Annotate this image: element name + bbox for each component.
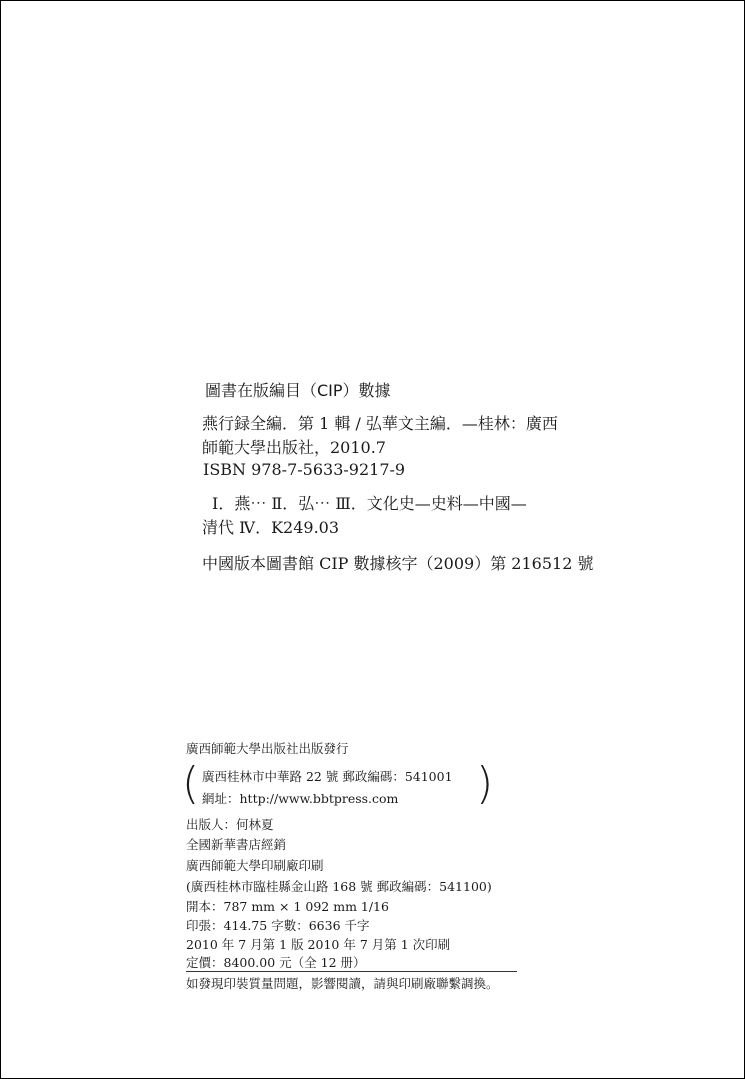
- cip-isbn: ISBN 978-7-5633-9217-9: [203, 460, 406, 479]
- printer-address-line: (廣西桂林市臨桂縣金山路 168 號 郵政編碼：541100): [186, 879, 492, 894]
- price-line: 定價：8400.00 元（全 12 册）: [186, 955, 366, 970]
- publisher-website: 網址：http://www.bbtpress.com: [202, 791, 399, 806]
- cip-heading: 圖書在版編目（CIP）數據: [205, 381, 391, 400]
- quality-notice: 如發現印裝質量問題，影響閱讀，請與印刷廠聯繫調換。: [186, 976, 499, 991]
- issuer-line: 出版人：何林夏: [186, 817, 274, 832]
- sheets-line: 印張：414.75 字數：6636 千字: [186, 918, 370, 933]
- publisher-address: 廣西桂林市中華路 22 號 郵政編碼：541001: [202, 769, 453, 784]
- right-bracket: ): [476, 758, 494, 809]
- printer-line: 廣西師範大學印刷廠印刷: [186, 858, 324, 873]
- left-bracket: (: [182, 758, 200, 809]
- cip-subject-line-1: Ⅰ．燕⋯ Ⅱ．弘⋯ Ⅲ．文化史—史料—中國—: [212, 494, 527, 513]
- publisher-address-group: [182, 758, 496, 812]
- edition-line: 2010 年 7 月第 1 版 2010 年 7 月第 1 次印刷: [186, 937, 451, 952]
- format-line: 開本：787 mm × 1 092 mm 1/16: [186, 899, 389, 914]
- cip-subject-line-2: 清代 Ⅳ．K249.03: [202, 518, 340, 537]
- publisher-line: 廣西師範大學出版社出版發行: [186, 741, 349, 756]
- cip-title-line-2: 師範大學出版社，2010.7: [202, 438, 386, 457]
- divider-rule: [186, 971, 517, 972]
- cip-library-note: 中國版本圖書館 CIP 數據核字（2009）第 216512 號: [202, 554, 594, 573]
- cip-title-line-1: 燕行録全編．第 1 輯 / 弘華文主編．—桂林：廣西: [202, 414, 558, 433]
- distributor-line: 全國新華書店經銷: [186, 837, 287, 852]
